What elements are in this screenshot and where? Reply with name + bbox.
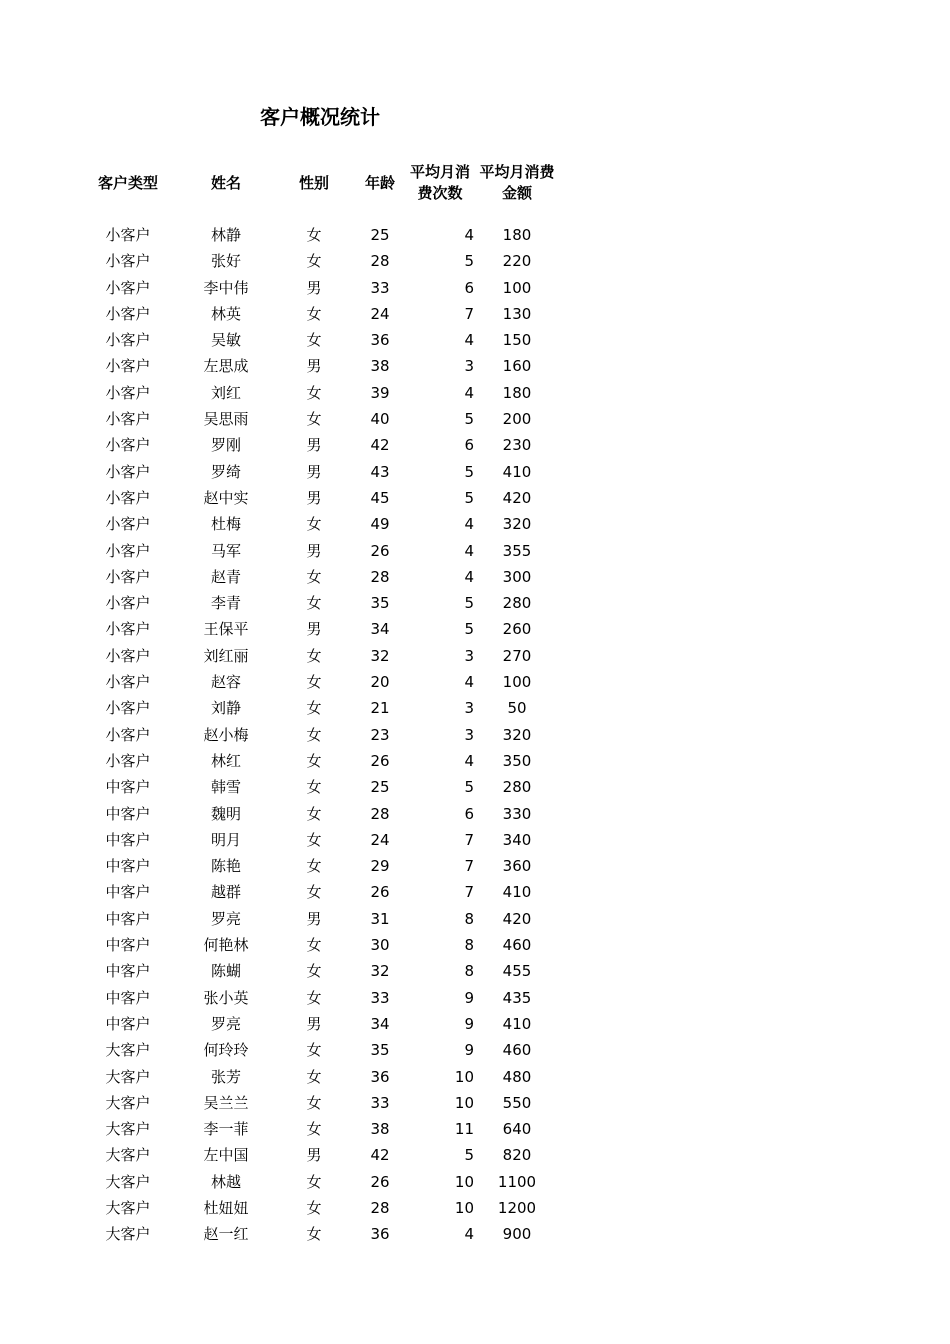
cell-age: 32	[370, 962, 390, 981]
cell-age: 49	[370, 515, 390, 534]
cell-customer-type: 小客户	[105, 488, 151, 507]
cell-customer-type: 小客户	[105, 226, 151, 244]
cell-avg-monthly-count: 4	[464, 567, 474, 586]
table-row	[0, 985, 950, 1011]
table-row	[0, 1221, 950, 1247]
table-row	[0, 1142, 950, 1168]
cell-avg-monthly-count: 5	[464, 594, 474, 613]
cell-customer-type: 小客户	[105, 278, 151, 297]
cell-age: 36	[370, 1225, 390, 1244]
cell-name: 吴思雨	[203, 410, 249, 429]
cell-avg-monthly-count: 6	[464, 278, 474, 297]
cell-gender: 女	[306, 830, 322, 849]
cell-avg-monthly-amount: 410	[502, 883, 532, 902]
cell-name: 李青	[210, 594, 241, 613]
cell-avg-monthly-amount: 360	[502, 857, 532, 876]
cell-customer-type: 大客户	[105, 1225, 151, 1244]
cell-name: 李一菲	[203, 1120, 249, 1139]
cell-customer-type: 小客户	[105, 436, 151, 455]
cell-customer-type: 小客户	[105, 725, 151, 744]
cell-name: 刘红丽	[203, 646, 249, 665]
cell-avg-monthly-amount: 355	[502, 541, 532, 560]
cell-age: 42	[370, 1146, 390, 1165]
cell-avg-monthly-amount: 330	[502, 804, 532, 823]
cell-gender: 女	[306, 1172, 322, 1191]
cell-avg-monthly-count: 5	[464, 488, 474, 507]
table-row	[0, 958, 950, 984]
cell-gender: 男	[306, 541, 322, 560]
cell-avg-monthly-count: 7	[464, 830, 474, 849]
cell-avg-monthly-amount: 280	[502, 778, 532, 797]
table-row	[0, 932, 950, 958]
cell-customer-type: 中客户	[105, 962, 151, 981]
cell-avg-monthly-amount: 420	[502, 909, 532, 928]
cell-age: 33	[370, 1093, 390, 1112]
cell-age: 25	[370, 226, 390, 244]
cell-avg-monthly-count: 8	[464, 936, 474, 955]
table-row	[0, 222, 950, 248]
cell-name: 杜梅	[210, 515, 241, 534]
table-row	[0, 722, 950, 748]
cell-avg-monthly-count: 10	[454, 1067, 474, 1086]
cell-gender: 男	[306, 278, 322, 297]
cell-name: 杜妞妞	[203, 1198, 249, 1217]
cell-customer-type: 中客户	[105, 830, 151, 849]
table-row	[0, 301, 950, 327]
cell-avg-monthly-amount: 320	[502, 515, 532, 534]
cell-avg-monthly-count: 5	[464, 1146, 474, 1165]
cell-customer-type: 小客户	[105, 410, 151, 429]
cell-avg-monthly-count: 5	[464, 462, 474, 481]
cell-avg-monthly-count: 9	[464, 1014, 474, 1033]
table-row	[0, 327, 950, 353]
cell-gender: 女	[306, 857, 322, 876]
table-row	[0, 1116, 950, 1142]
cell-customer-type: 大客户	[105, 1120, 151, 1139]
cell-name: 刘红	[210, 383, 241, 402]
cell-gender: 女	[306, 1198, 322, 1217]
cell-name: 陈艳	[210, 857, 241, 876]
cell-avg-monthly-amount: 230	[502, 436, 532, 455]
cell-avg-monthly-amount: 270	[502, 646, 532, 665]
cell-customer-type: 中客户	[105, 857, 151, 876]
cell-customer-type: 大客户	[105, 1172, 151, 1191]
cell-age: 36	[370, 331, 390, 350]
cell-avg-monthly-count: 7	[464, 857, 474, 876]
cell-avg-monthly-amount: 340	[502, 830, 532, 849]
cell-avg-monthly-amount: 640	[502, 1120, 532, 1139]
cell-age: 40	[370, 410, 390, 429]
cell-gender: 女	[306, 331, 322, 350]
cell-gender: 女	[306, 1067, 322, 1086]
cell-avg-monthly-amount: 180	[502, 226, 532, 244]
header-customer-type: 客户类型	[97, 173, 158, 192]
cell-gender: 女	[306, 804, 322, 823]
cell-customer-type: 大客户	[105, 1093, 151, 1112]
cell-gender: 女	[306, 778, 322, 797]
cell-customer-type: 小客户	[105, 304, 151, 323]
cell-name: 吴敏	[210, 331, 241, 350]
cell-name: 何玲玲	[203, 1041, 249, 1060]
cell-gender: 男	[306, 357, 322, 376]
cell-age: 38	[370, 357, 390, 376]
cell-avg-monthly-amount: 200	[502, 410, 532, 429]
page-title: 客户概况统计	[260, 105, 380, 129]
cell-customer-type: 中客户	[105, 804, 151, 823]
cell-avg-monthly-count: 10	[454, 1198, 474, 1217]
cell-name: 王保平	[203, 620, 249, 639]
cell-avg-monthly-count: 10	[454, 1093, 474, 1112]
cell-avg-monthly-count: 3	[464, 646, 474, 665]
cell-customer-type: 小客户	[105, 620, 151, 639]
cell-customer-type: 小客户	[105, 462, 151, 481]
cell-age: 28	[370, 252, 390, 271]
table-row	[0, 406, 950, 432]
cell-avg-monthly-amount: 820	[502, 1146, 532, 1165]
cell-avg-monthly-amount: 320	[502, 725, 532, 744]
cell-age: 42	[370, 436, 390, 455]
cell-age: 21	[370, 699, 390, 718]
cell-avg-monthly-count: 5	[464, 778, 474, 797]
cell-customer-type: 小客户	[105, 699, 151, 718]
cell-avg-monthly-count: 4	[464, 226, 474, 244]
cell-gender: 女	[306, 1093, 322, 1112]
cell-gender: 女	[306, 646, 322, 665]
cell-age: 24	[370, 830, 390, 849]
cell-avg-monthly-count: 3	[464, 725, 474, 744]
table-header	[0, 160, 950, 206]
cell-avg-monthly-count: 9	[464, 988, 474, 1007]
cell-avg-monthly-amount: 260	[502, 620, 532, 639]
cell-name: 赵小梅	[203, 725, 249, 744]
cell-avg-monthly-amount: 460	[502, 936, 532, 955]
cell-customer-type: 小客户	[105, 515, 151, 534]
cell-age: 35	[370, 594, 390, 613]
cell-name: 赵一红	[203, 1225, 249, 1244]
cell-name: 左思成	[203, 357, 249, 376]
cell-name: 赵青	[210, 567, 241, 586]
cell-customer-type: 中客户	[105, 1014, 151, 1033]
cell-age: 20	[370, 673, 390, 692]
cell-customer-type: 小客户	[105, 673, 151, 692]
cell-gender: 女	[306, 962, 322, 981]
cell-age: 24	[370, 304, 390, 323]
cell-name: 林越	[210, 1172, 241, 1191]
cell-avg-monthly-amount: 420	[502, 488, 532, 507]
cell-avg-monthly-count: 10	[454, 1172, 474, 1191]
table-row	[0, 564, 950, 590]
table-row	[0, 906, 950, 932]
cell-avg-monthly-amount: 455	[502, 962, 532, 981]
cell-avg-monthly-count: 5	[464, 410, 474, 429]
cell-avg-monthly-count: 4	[464, 383, 474, 402]
cell-gender: 女	[306, 383, 322, 402]
cell-avg-monthly-count: 6	[464, 436, 474, 455]
cell-age: 26	[370, 1172, 390, 1191]
cell-name: 魏明	[210, 804, 241, 823]
table-row	[0, 1169, 950, 1195]
cell-avg-monthly-amount: 220	[502, 252, 532, 271]
table-row	[0, 1011, 950, 1037]
cell-avg-monthly-count: 4	[464, 541, 474, 560]
cell-name: 韩雪	[210, 778, 241, 797]
header-avg-monthly-amount: 平均月消费金额	[479, 163, 555, 202]
cell-avg-monthly-count: 4	[464, 751, 474, 770]
cell-age: 34	[370, 1014, 390, 1033]
cell-gender: 女	[306, 515, 322, 534]
cell-gender: 女	[306, 304, 322, 323]
cell-age: 31	[370, 909, 390, 928]
cell-name: 罗绮	[210, 462, 241, 481]
cell-customer-type: 小客户	[105, 567, 151, 586]
cell-gender: 男	[306, 488, 322, 507]
cell-avg-monthly-count: 5	[464, 252, 474, 271]
cell-customer-type: 小客户	[105, 541, 151, 560]
cell-gender: 女	[306, 1041, 322, 1060]
table-row	[0, 1064, 950, 1090]
cell-gender: 女	[306, 725, 322, 744]
cell-age: 45	[370, 488, 390, 507]
cell-name: 张小英	[203, 988, 249, 1007]
cell-age: 43	[370, 462, 390, 481]
cell-age: 30	[370, 936, 390, 955]
cell-age: 26	[370, 541, 390, 560]
cell-gender: 女	[306, 252, 322, 271]
cell-customer-type: 小客户	[105, 751, 151, 770]
cell-avg-monthly-amount: 1200	[497, 1198, 537, 1217]
cell-gender: 女	[306, 988, 322, 1007]
cell-avg-monthly-amount: 280	[502, 594, 532, 613]
cell-gender: 女	[306, 883, 322, 902]
table-row	[0, 353, 950, 379]
cell-gender: 女	[306, 751, 322, 770]
cell-gender: 女	[306, 594, 322, 613]
cell-customer-type: 小客户	[105, 252, 151, 271]
table-row	[0, 695, 950, 721]
cell-avg-monthly-count: 6	[464, 804, 474, 823]
cell-avg-monthly-amount: 410	[502, 1014, 532, 1033]
table-row	[0, 669, 950, 695]
table-row	[0, 432, 950, 458]
cell-gender: 女	[306, 410, 322, 429]
cell-customer-type: 小客户	[105, 357, 151, 376]
table-row	[0, 827, 950, 853]
cell-gender: 女	[306, 699, 322, 718]
cell-customer-type: 中客户	[105, 883, 151, 902]
cell-gender: 男	[306, 620, 322, 639]
cell-name: 林静	[210, 226, 241, 244]
cell-avg-monthly-amount: 50	[507, 699, 527, 718]
cell-avg-monthly-amount: 460	[502, 1041, 532, 1060]
cell-customer-type: 小客户	[105, 383, 151, 402]
cell-name: 陈蝴	[210, 962, 241, 981]
cell-name: 赵中实	[203, 488, 249, 507]
cell-avg-monthly-count: 7	[464, 883, 474, 902]
table-row	[0, 380, 950, 406]
cell-avg-monthly-count: 8	[464, 962, 474, 981]
cell-gender: 男	[306, 436, 322, 455]
table-row	[0, 853, 950, 879]
cell-name: 刘静	[210, 699, 241, 718]
table-row	[0, 1090, 950, 1116]
cell-customer-type: 中客户	[105, 988, 151, 1007]
table-row	[0, 538, 950, 564]
header-age: 年龄	[364, 173, 395, 192]
cell-avg-monthly-count: 4	[464, 1225, 474, 1244]
cell-avg-monthly-count: 8	[464, 909, 474, 928]
cell-name: 明月	[210, 830, 241, 849]
cell-age: 35	[370, 1041, 390, 1060]
cell-gender: 女	[306, 226, 322, 244]
cell-age: 33	[370, 278, 390, 297]
table-row	[0, 459, 950, 485]
cell-age: 23	[370, 725, 390, 744]
cell-name: 林英	[210, 304, 241, 323]
table-body	[0, 222, 950, 1248]
cell-avg-monthly-amount: 1100	[497, 1172, 537, 1191]
table-row	[0, 590, 950, 616]
cell-avg-monthly-amount: 150	[502, 331, 532, 350]
cell-name: 何艳林	[203, 936, 249, 955]
cell-name: 罗亮	[210, 909, 241, 928]
cell-avg-monthly-count: 3	[464, 357, 474, 376]
cell-age: 25	[370, 778, 390, 797]
cell-age: 32	[370, 646, 390, 665]
cell-avg-monthly-count: 4	[464, 331, 474, 350]
cell-customer-type: 小客户	[105, 594, 151, 613]
header-gender: 性别	[298, 173, 329, 192]
cell-gender: 男	[306, 1146, 322, 1165]
table-row	[0, 511, 950, 537]
cell-gender: 男	[306, 909, 322, 928]
cell-customer-type: 大客户	[105, 1041, 151, 1060]
cell-age: 28	[370, 567, 390, 586]
cell-avg-monthly-amount: 100	[502, 673, 532, 692]
cell-avg-monthly-count: 3	[464, 699, 474, 718]
cell-customer-type: 小客户	[105, 646, 151, 665]
cell-age: 26	[370, 883, 390, 902]
cell-name: 李中伟	[203, 278, 249, 297]
cell-customer-type: 大客户	[105, 1198, 151, 1217]
cell-customer-type: 大客户	[105, 1146, 151, 1165]
cell-name: 越群	[210, 883, 241, 902]
cell-name: 吴兰兰	[203, 1093, 249, 1112]
table-row	[0, 774, 950, 800]
table-row	[0, 248, 950, 274]
table-row	[0, 643, 950, 669]
cell-avg-monthly-amount: 160	[502, 357, 532, 376]
cell-age: 28	[370, 1198, 390, 1217]
cell-age: 33	[370, 988, 390, 1007]
cell-customer-type: 小客户	[105, 331, 151, 350]
cell-gender: 女	[306, 1225, 322, 1244]
cell-age: 34	[370, 620, 390, 639]
table-row	[0, 616, 950, 642]
cell-avg-monthly-count: 9	[464, 1041, 474, 1060]
cell-gender: 女	[306, 673, 322, 692]
cell-name: 张好	[210, 252, 241, 271]
cell-gender: 女	[306, 1120, 322, 1139]
cell-age: 36	[370, 1067, 390, 1086]
cell-customer-type: 大客户	[105, 1067, 151, 1086]
cell-avg-monthly-count: 4	[464, 673, 474, 692]
table-row	[0, 748, 950, 774]
cell-gender: 女	[306, 567, 322, 586]
table-row	[0, 801, 950, 827]
table-row	[0, 275, 950, 301]
cell-gender: 男	[306, 1014, 322, 1033]
cell-name: 张芳	[210, 1067, 241, 1086]
cell-customer-type: 中客户	[105, 778, 151, 797]
header-avg-monthly-count: 平均月消费次数	[409, 163, 470, 202]
cell-gender: 男	[306, 462, 322, 481]
cell-avg-monthly-amount: 435	[502, 988, 532, 1007]
cell-name: 罗刚	[210, 436, 241, 455]
cell-avg-monthly-count: 11	[454, 1120, 474, 1139]
cell-name: 左中国	[203, 1146, 249, 1165]
cell-gender: 女	[306, 936, 322, 955]
table-row	[0, 1037, 950, 1063]
cell-avg-monthly-amount: 550	[502, 1093, 532, 1112]
cell-name: 罗亮	[210, 1014, 241, 1033]
cell-customer-type: 中客户	[105, 909, 151, 928]
cell-avg-monthly-amount: 410	[502, 462, 532, 481]
cell-avg-monthly-amount: 900	[502, 1225, 532, 1244]
cell-avg-monthly-amount: 480	[502, 1067, 532, 1086]
cell-avg-monthly-amount: 100	[502, 278, 532, 297]
cell-customer-type: 中客户	[105, 936, 151, 955]
cell-name: 林红	[210, 751, 241, 770]
cell-age: 38	[370, 1120, 390, 1139]
cell-avg-monthly-amount: 300	[502, 567, 532, 586]
cell-age: 39	[370, 383, 390, 402]
cell-avg-monthly-count: 5	[464, 620, 474, 639]
table-row	[0, 879, 950, 905]
cell-avg-monthly-count: 4	[464, 515, 474, 534]
cell-name: 赵容	[210, 673, 241, 692]
cell-age: 28	[370, 804, 390, 823]
cell-age: 29	[370, 857, 390, 876]
cell-avg-monthly-count: 7	[464, 304, 474, 323]
cell-avg-monthly-amount: 350	[502, 751, 532, 770]
cell-age: 26	[370, 751, 390, 770]
cell-avg-monthly-amount: 180	[502, 383, 532, 402]
cell-avg-monthly-amount: 130	[502, 304, 532, 323]
cell-name: 马军	[210, 541, 241, 560]
header-name: 姓名	[210, 173, 241, 192]
table-row	[0, 485, 950, 511]
table-row	[0, 1195, 950, 1221]
